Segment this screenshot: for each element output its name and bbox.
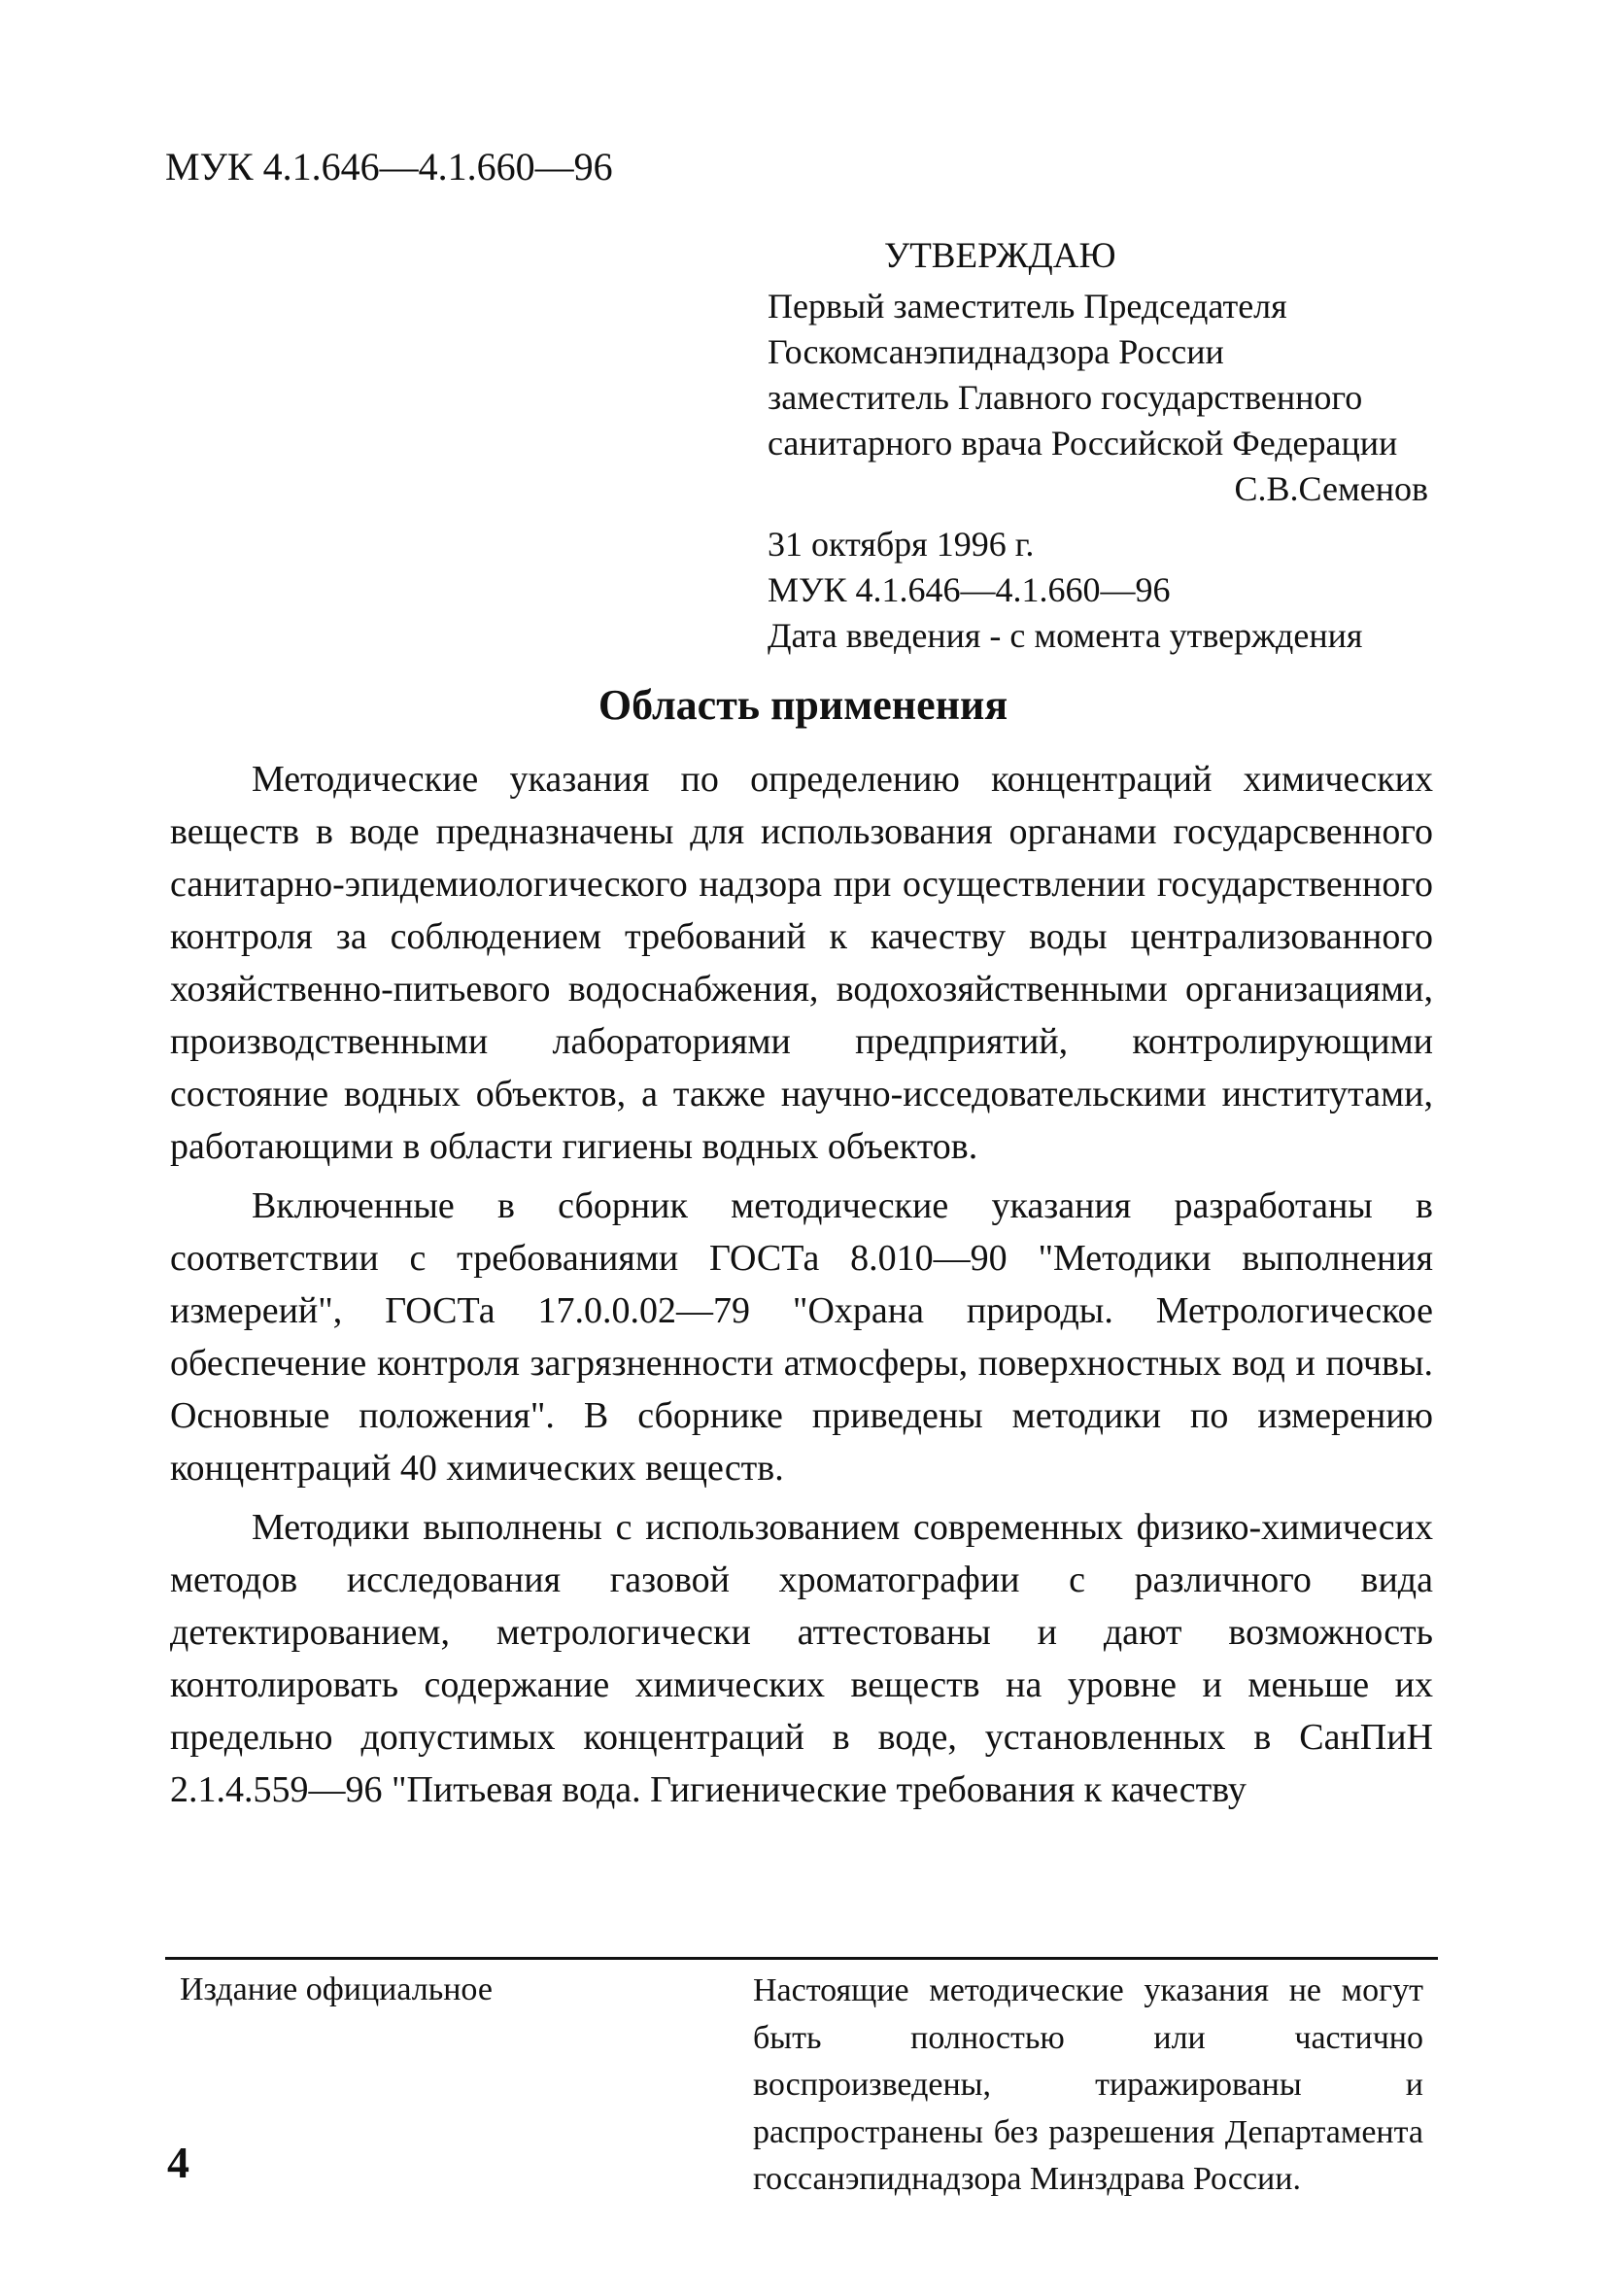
approval-line: Госкомсанэпиднадзора России xyxy=(768,332,1224,371)
approval-date: 31 октября 1996 г. xyxy=(768,525,1035,564)
approval-line: Первый заместитель Председателя xyxy=(768,287,1287,326)
footnote-divider xyxy=(165,1957,1438,1960)
approval-block xyxy=(768,231,1428,659)
paragraph: Методики выполнены с использованием современных физико-химичесих методов исследования газовой хроматографии с различного вида детектированием, метрологически аттестованы и дают возможность контолировать содержание химических веществ на уровне и меньше их предельно допустимых концентраций в воде, установленных в СанПиН 2.1.4.559—96 "Питьевая вода. Гигиенические требования к качеству xyxy=(170,1507,1433,1810)
approval-line: заместитель Главного государственного xyxy=(768,378,1363,417)
section-title: Область применения xyxy=(598,681,1008,729)
approval-title: УТВЕРЖДАЮ xyxy=(884,236,1116,276)
paragraph: Методические указания по определению концентраций химических веществ в воде предназначены для использования органами государсвенного санитарно-эпидемиологического надзора при осуществлении государственного контроля за соблюдением требований к качеству воды централизованного хозяйственно-питьевого водоснабжения, водохозяйственными организациями, производственными лабораториями предприятий, контролирующими состояние водных объектов, а также научно-исседовательскими институтами, работающими в области гигиены водных объектов. xyxy=(170,759,1433,1167)
official-edition-label: Издание официальное xyxy=(180,1971,493,2007)
document-code-header: МУК 4.1.646—4.1.660—96 xyxy=(165,145,613,188)
page-number: 4 xyxy=(167,2138,189,2187)
section-body xyxy=(170,753,1433,1823)
paragraph: Включенные в сборник методические указания разработаны в соответствии с требованиями ГОСТа 8.010—90 "Методики выполнения измереий", ГОСТа 17.0.0.02—79 "Охрана природы. Метрологическое обеспечение контроля загрязненности атмосферы, поверхностных вод и почвы. Основные положения". В сборнике приведены методики по измерению концентраций 40 химических веществ. xyxy=(170,1185,1433,1489)
approval-code: МУК 4.1.646—4.1.660—96 xyxy=(768,570,1171,609)
approval-line: санитарного врача Российской Федерации xyxy=(768,424,1398,463)
approval-effective-date: Дата введения - с момента утверждения xyxy=(768,616,1363,655)
copyright-notice: Настоящие методические указания не могут быть полностью или частично воспроизведены, тиражированы и распространены без разрешения Департамента госсанэпиднадзора Минздрава России. xyxy=(753,1972,1423,2197)
approval-signer: С.В.Семенов xyxy=(1234,469,1428,508)
